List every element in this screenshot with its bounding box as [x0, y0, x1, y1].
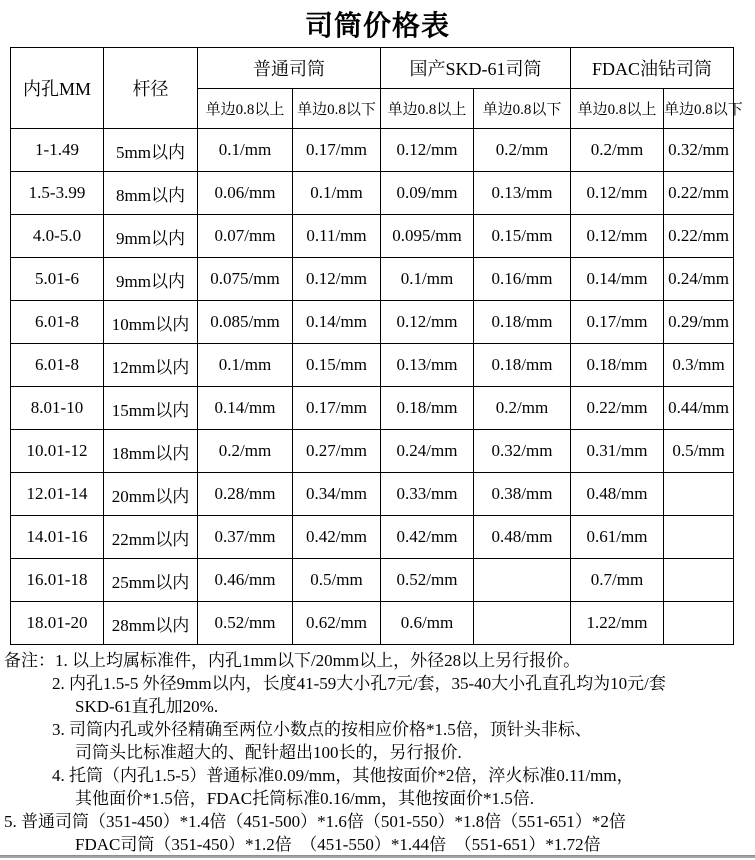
- table-cell: 0.31/mm: [571, 430, 664, 473]
- table-cell: 6.01-8: [11, 344, 104, 387]
- table-cell: 0.5/mm: [293, 559, 381, 602]
- table-cell: 0.27/mm: [293, 430, 381, 473]
- table-cell: 0.38/mm: [474, 473, 571, 516]
- table-cell: 14.01-16: [11, 516, 104, 559]
- table-cell: 15mm以内: [104, 387, 198, 430]
- note-line-1: 备注：1. 以上均属标准件，内孔1mm以下/20mm以上，外径28以上另行报价。: [4, 651, 581, 670]
- table-cell: 4.0-5.0: [11, 215, 104, 258]
- table-cell: 8mm以内: [104, 172, 198, 215]
- table-cell: 0.6/mm: [381, 602, 474, 645]
- window-bottom-edge: [0, 855, 755, 858]
- table-cell: 0.085/mm: [198, 301, 293, 344]
- table-row: [11, 430, 734, 473]
- table-cell: 0.48/mm: [571, 473, 664, 516]
- table-cell: 1.22/mm: [571, 602, 664, 645]
- note-line-5: 5. 普通司筒（351-450）*1.4倍（451-500）*1.6倍（501-550）*1.8倍（551-651）*2倍: [4, 812, 626, 831]
- table-cell: 5mm以内: [104, 129, 198, 172]
- table-cell: 9mm以内: [104, 215, 198, 258]
- page-title: 司筒价格表: [304, 11, 450, 42]
- table-cell: 0.2/mm: [474, 387, 571, 430]
- table-cell: 0.1/mm: [198, 129, 293, 172]
- table-cell: 0.18/mm: [571, 344, 664, 387]
- table-cell: 8.01-10: [11, 387, 104, 430]
- table-cell: 0.52/mm: [198, 602, 293, 645]
- table-cell: 16.01-18: [11, 559, 104, 602]
- table-row: [11, 258, 734, 301]
- table-cell: 0.18/mm: [381, 387, 474, 430]
- table-cell: 0.5/mm: [664, 430, 734, 473]
- price-table: [10, 47, 743, 645]
- table-cell: 5.01-6: [11, 258, 104, 301]
- sub-header: 单边0.8以上: [381, 89, 474, 129]
- table-cell: 0.12/mm: [381, 129, 474, 172]
- table-cell: 0.29/mm: [664, 301, 734, 344]
- table-row: [11, 516, 734, 559]
- table-cell: 0.52/mm: [381, 559, 474, 602]
- sub-header: 单边0.8以下: [474, 89, 571, 129]
- table-cell: 0.42/mm: [381, 516, 474, 559]
- table-cell: 0.46/mm: [198, 559, 293, 602]
- table-cell: 0.14/mm: [571, 258, 664, 301]
- table-cell: 0.1/mm: [198, 344, 293, 387]
- table-cell: 0.34/mm: [293, 473, 381, 516]
- table-cell: 0.24/mm: [664, 258, 734, 301]
- sub-header: 单边0.8以上: [198, 89, 293, 129]
- table-cell: 0.22/mm: [664, 215, 734, 258]
- table-cell: 0.18/mm: [474, 344, 571, 387]
- table-cell: 28mm以内: [104, 602, 198, 645]
- table-cell: 0.12/mm: [293, 258, 381, 301]
- table-cell: 20mm以内: [104, 473, 198, 516]
- table-cell: 0.17/mm: [293, 387, 381, 430]
- table-cell: 12.01-14: [11, 473, 104, 516]
- table-cell: 0.09/mm: [381, 172, 474, 215]
- table-cell: 0.62/mm: [293, 602, 381, 645]
- table-cell: 0.1/mm: [293, 172, 381, 215]
- table-cell: 0.075/mm: [198, 258, 293, 301]
- group-header-skd61: 国产SKD-61司筒: [381, 48, 571, 89]
- table-row: [11, 301, 734, 344]
- table-cell: 0.42/mm: [293, 516, 381, 559]
- table-cell: 0.32/mm: [474, 430, 571, 473]
- table-cell: 0.48/mm: [474, 516, 571, 559]
- table-cell: 1.5-3.99: [11, 172, 104, 215]
- note-line-3b: 司筒头比标准超大的、配针超出100长的，另行报价.: [75, 743, 462, 762]
- table-cell: 0.12/mm: [571, 172, 664, 215]
- table-cell: 0.22/mm: [571, 387, 664, 430]
- table-row: [11, 602, 734, 645]
- table-cell: 0.32/mm: [664, 129, 734, 172]
- sub-header: 单边0.8以下: [293, 89, 381, 129]
- table-cell: 0.17/mm: [571, 301, 664, 344]
- table-cell: [474, 559, 571, 602]
- table-cell: 0.2/mm: [474, 129, 571, 172]
- table-cell: 0.7/mm: [571, 559, 664, 602]
- table-cell: 0.37/mm: [198, 516, 293, 559]
- table-cell: [664, 559, 734, 602]
- table-cell: 10mm以内: [104, 301, 198, 344]
- table-cell: 0.61/mm: [571, 516, 664, 559]
- note-line-3: 3. 司筒内孔或外径精确至两位小数点的按相应价格*1.5倍，顶针头非标、: [52, 720, 592, 739]
- sub-header: 单边0.8以下: [664, 89, 734, 129]
- table-cell: 12mm以内: [104, 344, 198, 387]
- sub-header: 单边0.8以上: [571, 89, 664, 129]
- table-cell: 0.2/mm: [571, 129, 664, 172]
- table-row: [11, 344, 734, 387]
- table-cell: 0.14/mm: [293, 301, 381, 344]
- note-line-4b: 其他面价*1.5倍，FDAC托筒标准0.16/mm，其他按面价*1.5倍.: [75, 789, 535, 808]
- table-cell: 0.18/mm: [474, 301, 571, 344]
- table-cell: 0.24/mm: [381, 430, 474, 473]
- table-cell: 18.01-20: [11, 602, 104, 645]
- table-cell: 0.11/mm: [293, 215, 381, 258]
- table-cell: 10.01-12: [11, 430, 104, 473]
- table-cell: 0.12/mm: [571, 215, 664, 258]
- table-cell: 22mm以内: [104, 516, 198, 559]
- table-cell: 0.14/mm: [198, 387, 293, 430]
- note-line-2: 2. 内孔1.5-5 外径9mm以内，长度41-59大小孔7元/套，35-40大小孔直孔均为10元/套: [52, 674, 666, 693]
- table-row: [11, 172, 734, 215]
- table-cell: 25mm以内: [104, 559, 198, 602]
- table-cell: 18mm以内: [104, 430, 198, 473]
- notes-section: [0, 649, 755, 856]
- table-cell: [664, 473, 734, 516]
- table-cell: 0.17/mm: [293, 129, 381, 172]
- group-header-ordinary: 普通司筒: [198, 48, 381, 89]
- table-row: [11, 129, 734, 172]
- col-header-rod-diameter: 杆径: [104, 48, 198, 129]
- table-cell: 0.16/mm: [474, 258, 571, 301]
- table-cell: 0.33/mm: [381, 473, 474, 516]
- table-cell: 0.44/mm: [664, 387, 734, 430]
- table-cell: 0.3/mm: [664, 344, 734, 387]
- table-cell: 0.22/mm: [664, 172, 734, 215]
- table-cell: [664, 516, 734, 559]
- group-header-fdac: FDAC油钻司筒: [571, 48, 734, 89]
- table-cell: 0.12/mm: [381, 301, 474, 344]
- table-cell: 0.06/mm: [198, 172, 293, 215]
- table-row: [11, 387, 734, 430]
- table-cell: 0.28/mm: [198, 473, 293, 516]
- table-cell: 6.01-8: [11, 301, 104, 344]
- note-line-2b: SKD-61直孔加20%.: [75, 697, 219, 716]
- table-cell: 0.07/mm: [198, 215, 293, 258]
- table-cell: 0.15/mm: [474, 215, 571, 258]
- table-cell: 0.13/mm: [381, 344, 474, 387]
- header-row-groups: [11, 48, 734, 89]
- table-cell: 9mm以内: [104, 258, 198, 301]
- table-cell: 0.2/mm: [198, 430, 293, 473]
- table-row: [11, 215, 734, 258]
- table-cell: 0.15/mm: [293, 344, 381, 387]
- table-cell: [664, 602, 734, 645]
- table-row: [11, 473, 734, 516]
- note-line-5b: FDAC司筒（351-450）*1.2倍 （451-550）*1.44倍 （551-651）*1.72倍: [75, 835, 601, 854]
- col-header-inner-hole: 内孔MM: [11, 48, 104, 129]
- table-cell: 0.13/mm: [474, 172, 571, 215]
- table-row: [11, 559, 734, 602]
- table-cell: 1-1.49: [11, 129, 104, 172]
- note-line-4: 4. 托筒（内孔1.5-5）普通标准0.09/mm，其他按面价*2倍，淬火标准0.11/mm，: [52, 766, 634, 785]
- table-cell: 0.095/mm: [381, 215, 474, 258]
- table-cell: 0.1/mm: [381, 258, 474, 301]
- table-cell: [474, 602, 571, 645]
